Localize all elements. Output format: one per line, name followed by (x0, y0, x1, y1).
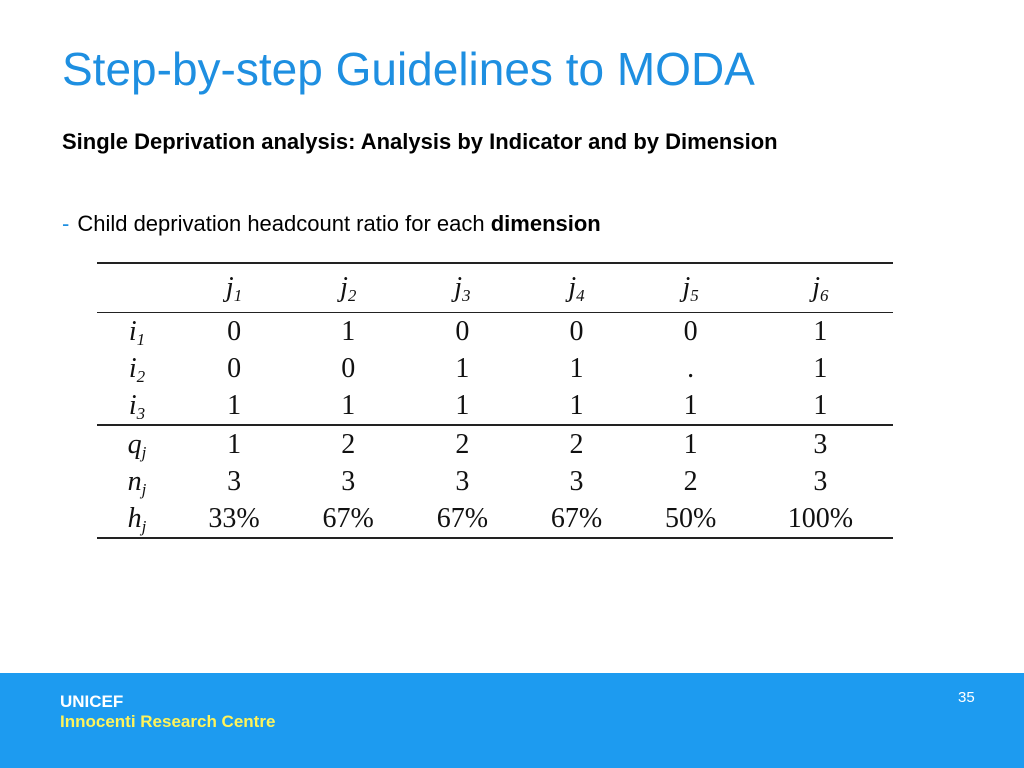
table-cell: 3 (455, 466, 470, 497)
page-number: 35 (958, 689, 975, 706)
table-cell: 2 (569, 429, 584, 460)
table-cell: 3 (227, 466, 242, 497)
table-cell: 33% (208, 503, 260, 534)
column-header: $j_6$ (812, 272, 829, 305)
table-cell: 1 (813, 353, 828, 384)
footer-bar (0, 673, 1024, 768)
column-header: $j_5$ (682, 272, 699, 305)
table-cell: 0 (683, 316, 698, 347)
table-cell: 67% (550, 503, 603, 534)
table-body-summary (97, 425, 893, 538)
table-cell: 67% (436, 503, 489, 534)
bullet-text: Child deprivation headcount ratio for each (77, 211, 485, 236)
row-header: $q_j$ (127, 429, 147, 462)
table-cell: 0 (227, 353, 242, 384)
table-cell: 0 (569, 316, 584, 347)
row-header: $n_j$ (127, 466, 147, 499)
table-cell: 1 (341, 390, 356, 421)
table-cell: 0 (455, 316, 470, 347)
column-header: $j_3$ (454, 272, 471, 305)
table-cell: 1 (813, 316, 828, 347)
table-cell: 0 (227, 316, 242, 347)
deprivation-table (97, 262, 893, 539)
row-header: $h_j$ (127, 503, 147, 536)
table-cell: 1 (569, 353, 584, 384)
table-cell: 3 (813, 466, 828, 497)
table-body-children (97, 313, 893, 426)
column-header: $j_2$ (340, 272, 357, 305)
column-header: $j_1$ (225, 272, 243, 305)
row-header: $i_3$ (128, 390, 146, 423)
slide-subtitle: Single Deprivation analysis: Analysis by Indicator and by Dimension (62, 129, 778, 154)
bullet-item (62, 211, 601, 237)
column-header: $j_4$ (568, 272, 585, 305)
table-row (97, 463, 893, 500)
table-cell: 100% (787, 503, 854, 534)
table-row (97, 500, 893, 538)
table-header-row (97, 263, 893, 313)
row-header: $i_1$ (128, 316, 146, 349)
table-cell: 0 (341, 353, 356, 384)
table-cell: 67% (322, 503, 374, 534)
table-cell: 1 (683, 390, 698, 421)
table-cell: 50% (664, 503, 717, 534)
bullet-dash: - (62, 211, 70, 236)
table-row (97, 425, 893, 463)
table-cell: 3 (813, 429, 828, 460)
table-cell: 1 (341, 316, 356, 347)
table-cell: 3 (341, 466, 356, 497)
org-subname: Innocenti Research Centre (60, 712, 276, 731)
table-cell: 2 (341, 429, 356, 460)
bullet-emphasis: dimension (490, 211, 601, 236)
table-cell: 1 (683, 429, 698, 460)
table-row (97, 313, 893, 351)
slide-title: Step-by-step Guidelines to MODA (62, 43, 755, 95)
org-name: UNICEF (60, 692, 124, 711)
table-cell: 1 (455, 353, 470, 384)
table-cell: 2 (455, 429, 470, 460)
table-cell: 1 (813, 390, 828, 421)
table-cell: . (687, 353, 695, 384)
table-cell: 3 (569, 466, 584, 497)
table-row (97, 387, 893, 425)
table-cell: 1 (455, 390, 470, 421)
row-header: $i_2$ (128, 353, 146, 386)
table-cell: 1 (227, 390, 242, 421)
table-cell: 1 (227, 429, 242, 460)
corner-cell (97, 263, 177, 313)
table-row (97, 350, 893, 387)
table-cell: 1 (569, 390, 584, 421)
table-cell: 2 (683, 466, 698, 497)
